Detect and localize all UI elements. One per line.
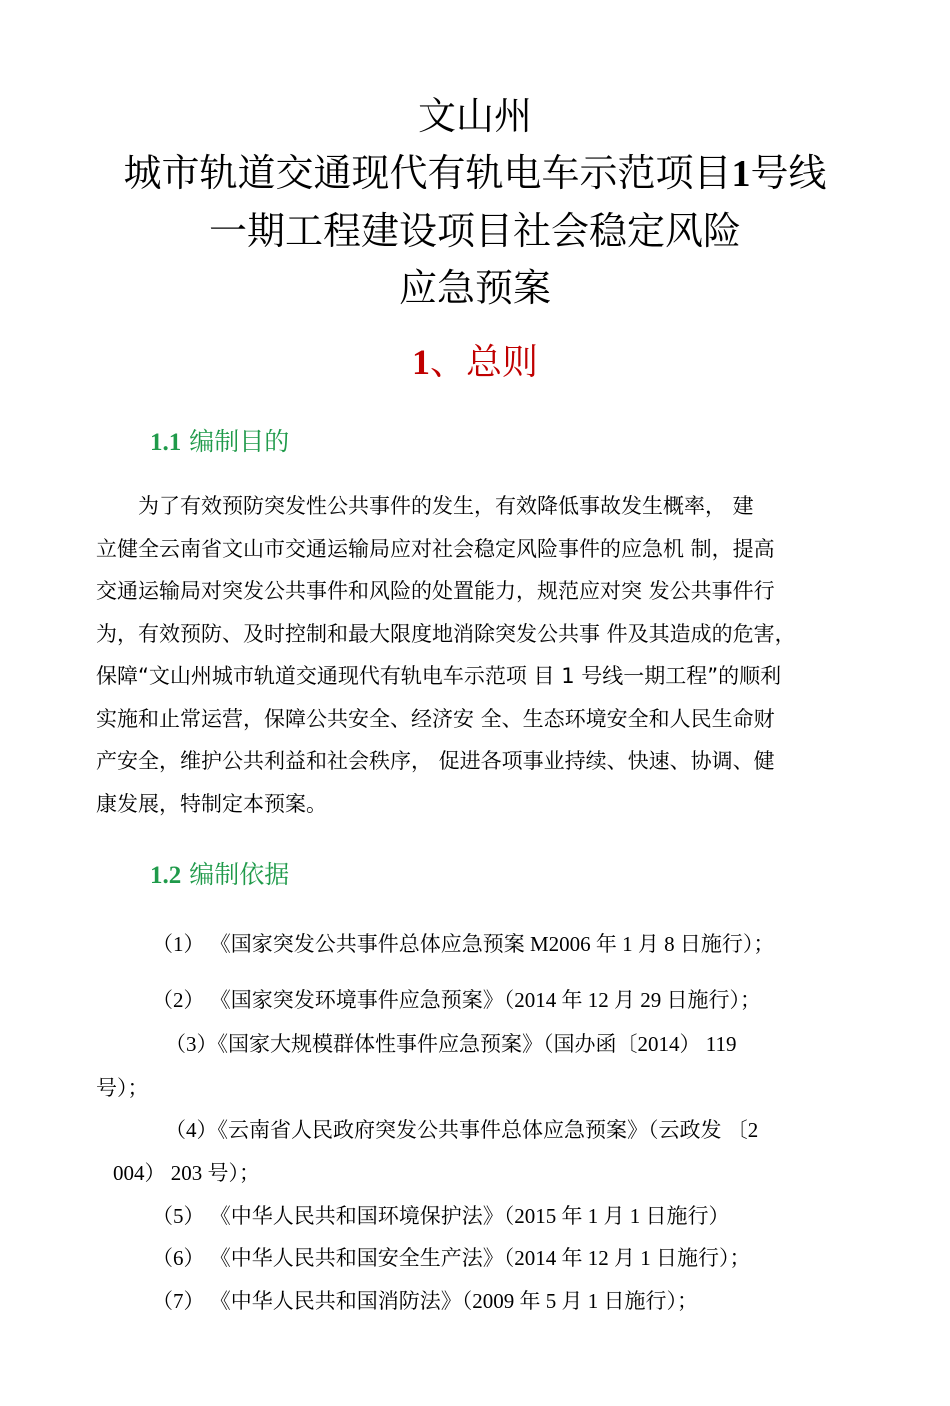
reference-item-6: （6） 《中华人民共和国安全生产法》（2014 年 12 月 1 日施行）； — [152, 1246, 751, 1270]
paragraph-line: 实施和止常运营，保障公共安全、经济安 全、生态环境安全和人民生命财 — [96, 706, 775, 731]
title-line-4: 应急预案 — [398, 266, 551, 310]
title-line-2-num: 1 — [731, 153, 751, 195]
reference-item-2: （2） 《国家突发环境事件应急预案》（2014 年 12 月 29 日施行）； — [152, 988, 761, 1012]
reference-item-1: （1） 《国家突发公共事件总体应急预案 M2006 年 1 月 8 日施行）； — [152, 932, 775, 956]
section-heading-purpose — [150, 424, 289, 461]
title-line-1: 文山州 — [417, 94, 532, 138]
paragraph-line: 为了有效预防突发性公共事件的发生，有效降低事故发生概率， 建 — [96, 494, 754, 518]
chapter-text: 、总则 — [429, 342, 538, 383]
paragraph-line: 为，有效预防、及时控制和最大限度地消除突发公共事 件及其造成的危害， — [96, 621, 796, 646]
paragraph-line: 康发展，特制定本预案。 — [96, 791, 327, 816]
reference-item-3: （3）《国家大规模群体性事件应急预案》（国办函〔2014） 119 — [165, 1032, 737, 1056]
title-line-2 — [0, 145, 950, 203]
document-title — [0, 88, 950, 317]
chapter-number: 1 — [411, 342, 430, 382]
section-text: 编制目的 — [181, 427, 290, 456]
section-number: 1.1 — [150, 429, 182, 456]
paragraph-line: 立健全云南省文山市交通运输局应对社会稳定风险事件的应急机 制，提高 — [96, 536, 775, 561]
paragraph-line: 保障“文山州城市轨道交通现代有轨电车示范项 目 1 号线一期工程”的顺利 — [96, 664, 782, 688]
section-heading-basis — [150, 857, 289, 894]
chapter-heading — [0, 336, 950, 389]
title-line-2-pre: 城市轨道交通现代有轨电车示范项目 — [123, 151, 732, 195]
section-number: 1.2 — [150, 862, 182, 889]
paragraph-line: 交通运输局对突发公共事件和风险的处置能力，规范应对突 发公共事件行 — [96, 579, 775, 603]
reference-item-4-cont: 004） 203 号）； — [113, 1161, 260, 1185]
title-line-2-post: 号线 — [750, 151, 827, 195]
reference-item-7: （7） 《中华人民共和国消防法》（2009 年 5 月 1 日施行）； — [152, 1289, 698, 1313]
purpose-paragraph — [96, 485, 866, 825]
paragraph-line: 产安全，维护公共利益和社会秩序， 促进各项事业持续、快速、协调、健 — [96, 749, 775, 773]
title-line-3: 一期工程建设项目社会稳定风险 — [208, 209, 741, 253]
section-text: 编制依据 — [181, 860, 290, 889]
reference-item-5: （5） 《中华人民共和国环境保护法》（2015 年 1 月 1 日施行） — [152, 1204, 730, 1228]
reference-item-3-cont: 号）； — [96, 1076, 149, 1100]
reference-item-4: （4）《云南省人民政府突发公共事件总体应急预案》（云政发 〔2 — [165, 1118, 759, 1142]
